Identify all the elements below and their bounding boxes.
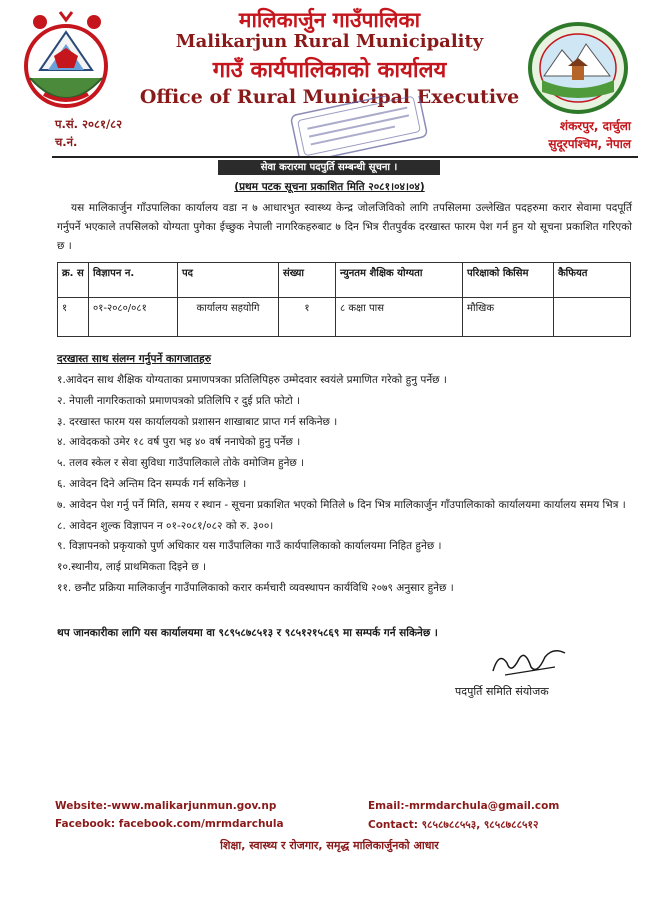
office-name-nepali: गाउँ कार्यपालिकाको कार्यालय: [212, 58, 447, 83]
header-count: संख्या: [279, 263, 336, 298]
header-exam-type: परिक्षाको किसिम: [463, 263, 554, 298]
signature-image: [485, 645, 575, 685]
footer-email: Email:-mrmdarchula@gmail.com: [368, 800, 560, 812]
notice-subtitle: (प्रथम पटक सूचना प्रकाशित मिति २०८१।०४।०४): [234, 181, 425, 193]
list-item: ११. छनौट प्रक्रिया मालिकार्जुन गाउँपालिकाको करार कर्मचारी व्यवस्थापन कार्यविधि २०७९ अनुसार हुनेछ ।: [57, 581, 454, 594]
reference-number: प.सं. २०८१/८२: [55, 117, 123, 131]
list-item: ३. दरखास्त फारम यस कार्यालयको प्रशासन शाखाबाट प्राप्त गर्न सकिनेछ ।: [57, 415, 338, 428]
list-item: १.आवेदन साथ शैक्षिक योग्यताका प्रमाणपत्रका प्रतिलिपिहरु उम्मेदवार स्वयंले प्रमाणित गरेको हुनु पर्नेछ ।: [57, 374, 447, 386]
office-name-english: Office of Rural Municipal Executive: [139, 86, 520, 108]
header-ad-number: विज्ञापन न.: [89, 263, 178, 298]
list-item: ४. आवेदकको उमेर १८ वर्ष पुरा भइ ४० वर्ष ननाघेको हुनु पर्नेछ ।: [57, 436, 301, 449]
list-item: ६. आवेदन दिने अन्तिम दिन सम्पर्क गर्न सकिनेछ ।: [57, 477, 247, 490]
list-item: २. नेपाली नागरिकताको प्रमाणपत्रको प्रतिलिपि र दुई प्रति फोटो ।: [57, 394, 301, 407]
cell-exam-type: मौखिक: [463, 298, 554, 337]
cell-ad-number: ०१-२०८०/०८१: [89, 298, 178, 337]
footer-facebook: Facebook: facebook.com/mrmdarchula: [55, 818, 284, 830]
cell-post: कार्यालय सहयोगि: [178, 298, 279, 337]
header-qualification: न्युनतम शैक्षिक योग्यता: [336, 263, 463, 298]
list-item: ८. आवेदन शुल्क विज्ञापन न ०१-२०८१/०८२ को रु. ३००।: [57, 519, 274, 532]
notice-paragraph: यस मालिकार्जुन गाँउपालिका कार्यालय वडा न ७ आधारभुत स्वास्थ्य केन्द्र जोलजिविको लागि तपसिलमा उल्लेखित पदहरुमा करार सेवामा पदपूर्ति गर्नुपर्ने भएकाले तपसिलको योग्यता पुगेका ईच्छुक नेपाली नागरिकहरुबाट ७ दिन भित्र रीतपुर्वक दरखास्त फारम पेश गर्न हुन यो सूचना प्रकाशित गरिएको छ ।: [57, 202, 632, 252]
location-line-1: शंकरपुर, दार्चुला: [559, 119, 631, 133]
header-divider: [52, 156, 638, 158]
header-remarks: कैफियत: [554, 263, 631, 298]
municipality-name-english: Malikarjun Rural Municipality: [175, 31, 484, 52]
header-serial: क्र. स: [58, 263, 89, 298]
cell-qualification: ८ कक्षा पास: [336, 298, 463, 337]
municipality-name-nepali: मालिकार्जुन गाउँपालिका: [238, 8, 421, 32]
office-stamp: [284, 96, 434, 156]
location-line-2: सुदूरपश्चिम, नेपाल: [548, 137, 631, 151]
list-item: १०.स्थानीय, लाई प्राथमिकता दिइने छ ।: [57, 561, 207, 574]
documents-list: [57, 370, 637, 599]
footer-website: Website:-www.malikarjunmun.gov.np: [55, 800, 277, 812]
list-item: ९. विज्ञापनको प्रकृयाको पुर्ण अधिकार यस गाउँपालिका गाउँ कार्यपालिकाको कार्यालयमा निहित हुनेछ ।: [57, 540, 442, 553]
signature-label: पदपुर्ति समिति संयोजक: [455, 685, 549, 698]
list-item: ५. तलव स्केल र सेवा सुविधा गाउँपालिकाले तोके वमोजिम हुनेछ ।: [57, 457, 305, 470]
contact-info-line: थप जानकारीका लागि यस कार्यालयमा वा ९८९५८७८५१३ र ९८५१२१५८६९ मा सम्पर्क गर्न सकिनेछ ।: [57, 627, 438, 639]
list-item: ७. आवेदन पेश गर्नु पर्ने मिति, समय र स्थान - सूचना प्रकाशित भएको मितिले ७ दिन भित्र मालिकार्जुन गाँउपालिकाको कार्यालयमा कार्यालय समय भित्र ।: [57, 498, 626, 511]
table-header-row: [58, 263, 631, 298]
footer-slogan: शिक्षा, स्वास्थ्य र रोजगार, समृद्ध मालिकार्जुनको आधार: [220, 839, 439, 852]
header-post: पद: [178, 263, 279, 298]
notice-title: सेवा करारमा पदपुर्ति सम्बन्धी सूचना ।: [218, 160, 440, 175]
documents-heading: दरखास्त साथ संलग्न गर्नुपर्ने कागजातहरु: [57, 353, 211, 365]
vacancy-table: [57, 262, 631, 337]
footer-contact: Contact: ९८५८७८८५५३, ९८५८७८८५१२: [368, 819, 539, 831]
dispatch-number: च.नं.: [55, 135, 78, 149]
table-row: [58, 298, 631, 337]
cell-count: १: [279, 298, 336, 337]
cell-serial: १: [58, 298, 89, 337]
cell-remarks: [554, 298, 631, 337]
